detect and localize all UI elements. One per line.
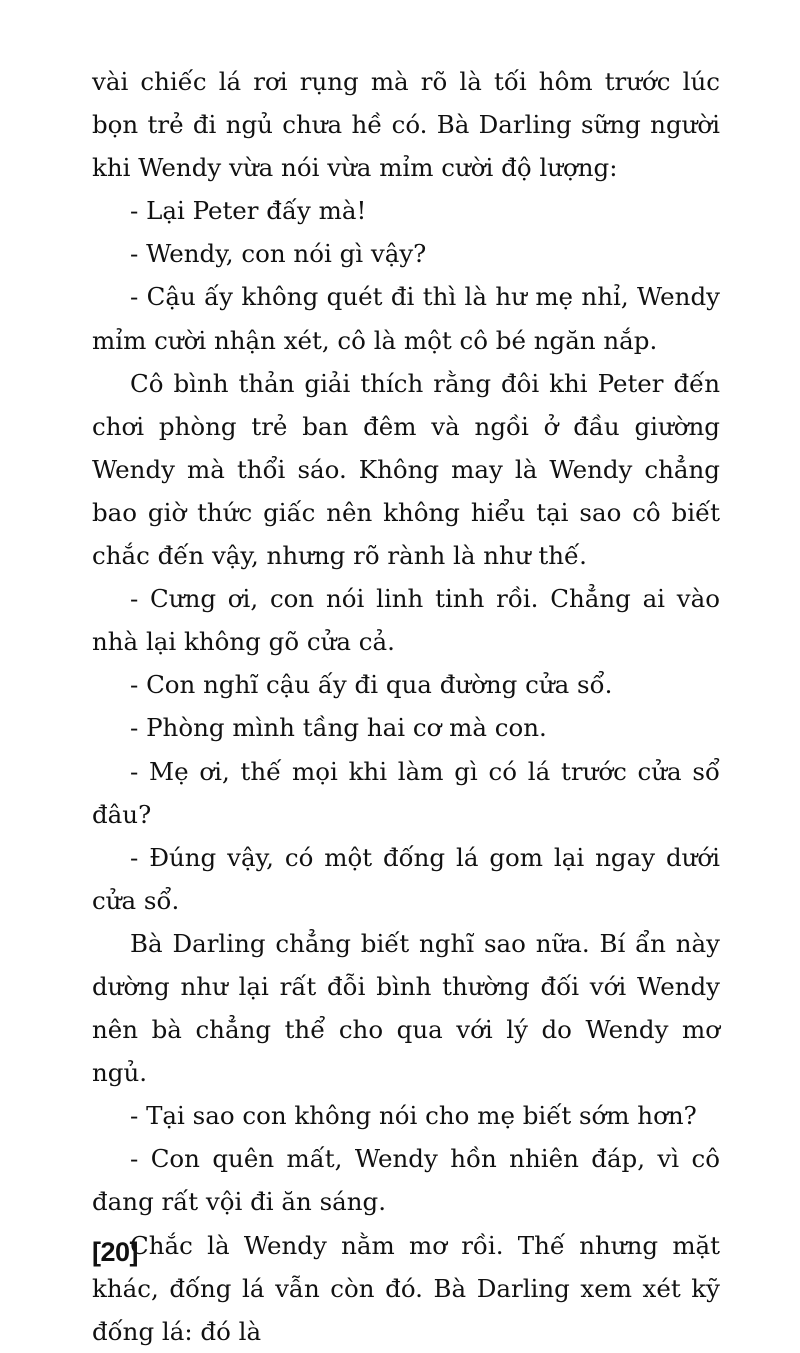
page-number: [20] [92, 1237, 139, 1267]
paragraph: - Tại sao con không nói cho mẹ biết sớm hơn? [130, 1101, 697, 1131]
paragraph: - Mẹ ơi, thế mọi khi làm gì có lá trước cửa sổ đâu? [92, 756, 720, 829]
paragraph: - Con quên mất, Wendy hồn nhiên đáp, vì cô đang rất vội đi ăn sáng. [92, 1144, 720, 1217]
paragraph: - Con nghĩ cậu ấy đi qua đường cửa sổ. [130, 670, 613, 700]
paragraph: Chắc là Wendy nằm mơ rồi. Thế nhưng mặt khác, đống lá vẫn còn đó. Bà Darling xem xét kỹ đống lá: đó là [92, 1230, 720, 1346]
paragraph: - Wendy, con nói gì vậy? [130, 239, 427, 269]
paragraph: - Cưng ơi, con nói linh tinh rồi. Chẳng ai vào nhà lại không gõ cửa cả. [92, 584, 720, 657]
page-body [92, 60, 720, 1353]
paragraph: Cô bình thản giải thích rằng đôi khi Peter đến chơi phòng trẻ ban đêm và ngồi ở đầu giường Wendy mà thổi sáo. Không may là Wendy chẳng bao giờ thức giấc nên không hiểu tại sao cô biết chắc đến vậy, nhưng rõ rành là như thế. [92, 368, 720, 571]
paragraph: - Cậu ấy không quét đi thì là hư mẹ nhỉ, Wendy mỉm cười nhận xét, cô là một cô bé ngăn nắp. [92, 282, 720, 355]
paragraph: - Phòng mình tầng hai cơ mà con. [130, 713, 547, 743]
paragraph: vài chiếc lá rơi rụng mà rõ là tối hôm trước lúc bọn trẻ đi ngủ chưa hề có. Bà Darling sững người khi Wendy vừa nói vừa mỉm cười độ lượng: [92, 67, 720, 183]
paragraph: - Đúng vậy, có một đống lá gom lại ngay dưới cửa sổ. [92, 842, 720, 915]
paragraph: - Lại Peter đấy mà! [130, 196, 367, 226]
paragraph: Bà Darling chẳng biết nghĩ sao nữa. Bí ẩn này dường như lại rất đỗi bình thường đối với Wendy nên bà chẳng thể cho qua với lý do Wendy mơ ngủ. [92, 928, 720, 1088]
